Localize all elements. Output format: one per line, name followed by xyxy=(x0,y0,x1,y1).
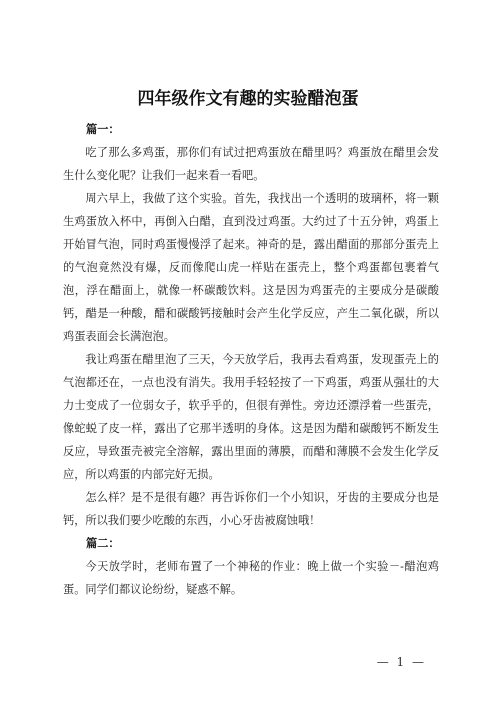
page-number: — 1 — xyxy=(376,655,426,669)
paragraph-2: 周六早上，我做了这个实验。首先，我找出一个透明的玻璃杯，将一颗生鸡蛋放入杯中，再倒入白醋，直到没过鸡蛋。大约过了十五分钟，鸡蛋上开始冒气泡，同时鸡蛋慢慢浮了起来。神奇的是，露出醋面的那部分蛋壳上的气泡竟然没有爆，反而像爬山虎一样贴在蛋壳上，整个鸡蛋都包裹着气泡，浮在醋面上，就像一杯碳酸饮料。这是因为鸡蛋壳的主要成分是碳酸钙，醋是一种酸，醋和碳酸钙接触时会产生化学反应，产生二氧化碳，所以鸡蛋表面会长满泡泡。 xyxy=(63,192,439,343)
paragraph-5: 今天放学时，老师布置了一个神秘的作业：晚上做一个实验－-醋泡鸡蛋。同学们都议论纷纷，疑惑不解。 xyxy=(63,560,439,596)
section-heading-1: 篇一： xyxy=(86,123,120,136)
paragraph-3: 我让鸡蛋在醋里泡了三天，今天放学后，我再去看鸡蛋，发现蛋壳上的气泡都还在，一点也没有消失。我用手轻轻按了一下鸡蛋，鸡蛋从强壮的大力士变成了一位弱女子，软乎乎的，但很有弹性。旁边还漂浮着一些蛋壳，像蛇蜕了皮一样，露出了它那半透明的身体。这是因为醋和碳酸钙不断发生反应，导致蛋壳被完全溶解，露出里面的薄膜，而醋和薄膜不会发生化学反应，所以鸡蛋的内部完好无损。 xyxy=(63,353,439,481)
document-title: 四年级作文有趣的实验醋泡蛋 xyxy=(137,89,359,109)
document-body xyxy=(63,118,439,601)
paragraph-4: 怎么样？是不是很有趣？再告诉你们一个小知识，牙齿的主要成分也是钙，所以我们要少吃酸的东西，小心牙齿被腐蚀哦！ xyxy=(63,491,439,527)
paragraph-1: 吃了那么多鸡蛋，那你们有试过把鸡蛋放在醋里吗？鸡蛋放在醋里会发生什么变化呢？让我们一起来看一看吧。 xyxy=(63,146,439,182)
section-heading-2: 篇二： xyxy=(86,537,120,550)
